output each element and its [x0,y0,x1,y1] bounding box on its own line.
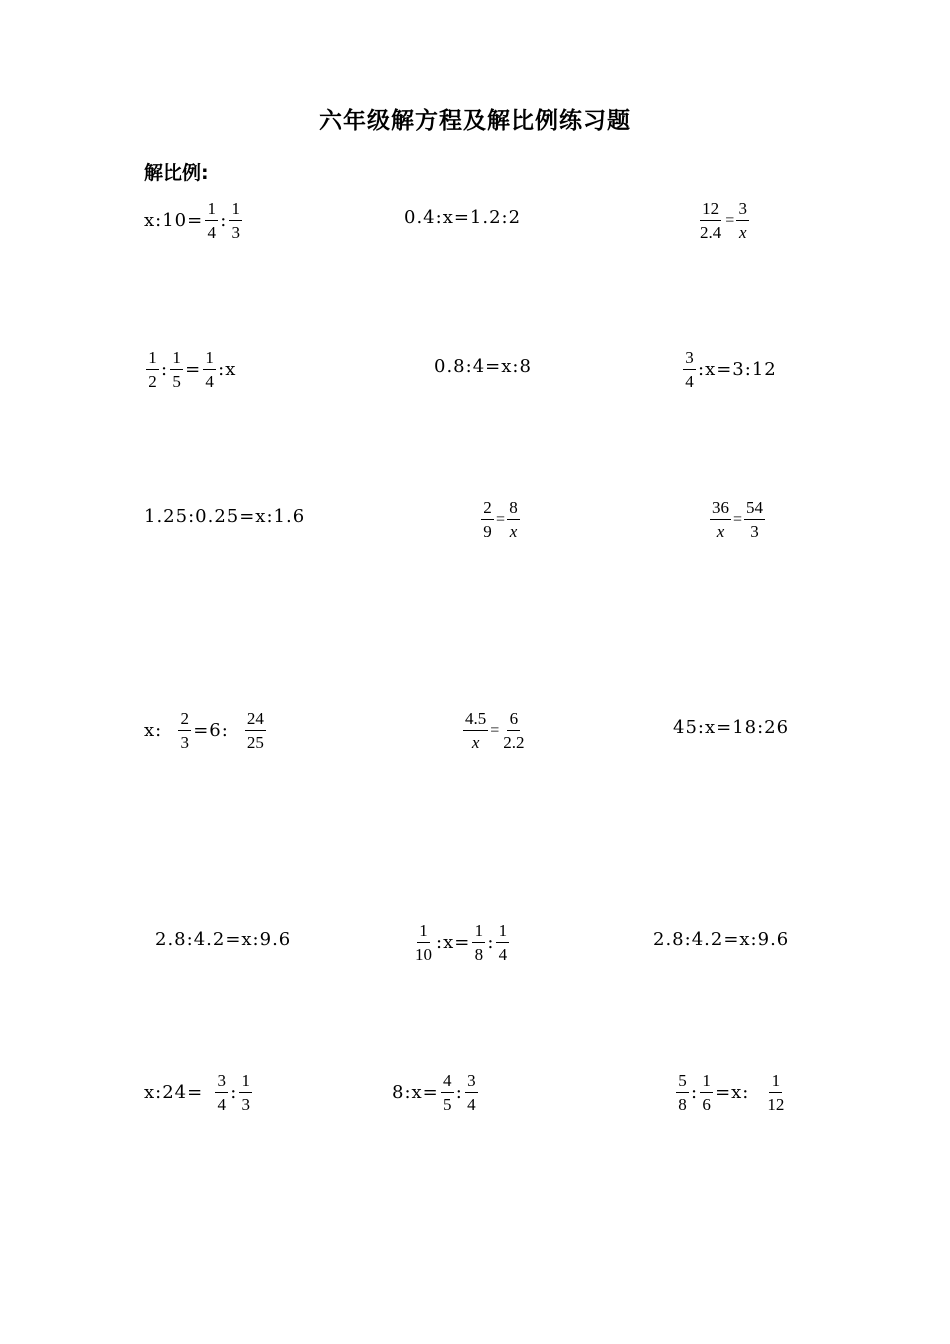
equals-sign: = [496,510,506,528]
problem-15 [653,931,789,949]
problem-text: 8:x= [392,1081,439,1103]
page-title: 六年级解方程及解比例练习题 [319,107,631,134]
problem-11 [461,710,529,751]
fraction [465,1072,478,1113]
fraction [178,710,191,751]
fraction [507,499,520,540]
numerator: 1 [769,1072,782,1093]
fraction [463,710,488,751]
fraction [683,349,696,390]
fraction [215,1072,228,1113]
numerator: 3 [215,1072,228,1093]
fraction [676,1072,689,1113]
fraction [700,1072,713,1113]
fraction [170,349,183,390]
denominator: 25 [246,733,264,752]
problem-text: :x= [436,931,471,953]
problem-2 [404,209,521,227]
denominator: x [716,522,725,541]
numerator: 3 [736,200,749,221]
fraction [744,499,765,540]
numerator: 1 [496,922,509,943]
fraction [203,349,216,390]
problem-text: x:10= [144,209,204,231]
problem-5 [434,358,532,376]
unknown-x: x [225,358,237,380]
problem-text: 45:x=18:26 [673,717,790,738]
numerator: 2 [178,710,191,731]
denominator: 4 [467,1095,476,1114]
fraction [245,710,266,751]
problem-17 [392,1072,480,1113]
problem-14 [411,922,511,963]
denominator: 6 [702,1095,711,1114]
numerator: 1 [203,349,216,370]
denominator: 2.4 [700,223,722,242]
problem-1 [144,200,244,241]
denominator: 3 [231,223,241,242]
problem-12 [673,719,789,737]
fraction [765,1072,786,1113]
fraction [736,200,749,241]
equals-sign: = [490,721,500,739]
denominator: 9 [483,522,492,541]
denominator: x [471,733,480,752]
denominator: 12 [767,1095,785,1114]
problem-13 [155,931,291,949]
fraction [501,710,526,751]
numerator: 1 [170,349,183,370]
ratio-colon: : [691,1081,699,1103]
fraction [413,922,434,963]
numerator: 4 [441,1072,454,1093]
denominator: 10 [415,945,432,964]
problem-3 [696,200,751,241]
problem-text: :x=3:12 [698,358,777,380]
fraction [472,922,485,963]
problem-8 [479,499,522,540]
fraction [229,200,242,241]
problem-text: 1.25:0.25=x:1.6 [144,506,306,527]
numerator: 1 [229,200,242,221]
numerator: 54 [744,499,765,520]
fraction [146,349,159,390]
numerator: 36 [710,499,731,520]
denominator: x [739,223,747,242]
problem-text: =x: [715,1081,750,1103]
problem-text: =6: [193,719,229,741]
denominator: 4 [498,945,508,964]
numerator: 5 [676,1072,689,1093]
problem-text: 0.4:x=1.2:2 [404,207,522,228]
problem-text: 2.8:4.2=x:9.6 [653,929,790,950]
fraction [205,200,218,241]
numerator: 24 [245,710,266,731]
fraction [481,499,494,540]
numerator: 3 [683,349,696,370]
fraction [239,1072,252,1113]
denominator: 4 [217,1095,226,1114]
numerator: 3 [465,1072,478,1093]
numerator: 6 [507,710,520,731]
ratio-colon: : [220,209,228,231]
numerator: 2 [481,499,494,520]
fraction [698,200,723,241]
denominator: 3 [180,733,189,752]
problem-7 [144,508,305,526]
numerator: 4.5 [463,710,488,731]
denominator: 4 [207,223,216,242]
denominator: 3 [241,1095,251,1114]
problem-16 [144,1072,254,1113]
problem-4 [144,349,236,390]
equals-sign: = [733,510,743,528]
equals-sign: = [185,358,202,380]
fraction [710,499,731,540]
denominator: 3 [750,522,759,541]
denominator: 8 [678,1095,687,1114]
ratio-colon: : [161,358,169,380]
section-heading: 解比例: [144,162,209,184]
denominator: 5 [443,1095,452,1114]
ratio-colon: : [455,1081,463,1103]
numerator: 12 [700,200,721,221]
numerator: 8 [507,499,520,520]
problem-text: 2.8:4.2=x:9.6 [155,929,292,950]
problem-text: x:24= [144,1081,204,1103]
denominator: 4 [205,372,214,391]
equals-sign: = [725,211,735,229]
problem-18 [674,1072,788,1113]
ratio-colon: : [218,358,226,380]
problem-9 [708,499,767,540]
problem-10 [144,710,268,751]
numerator: 1 [205,200,218,221]
denominator: 5 [172,372,181,391]
numerator: 1 [417,922,430,943]
denominator: 4 [685,372,694,391]
fraction [496,922,509,963]
denominator: x [509,522,518,541]
denominator: 8 [474,945,484,964]
numerator: 1 [472,922,485,943]
problem-text: 0.8:4=x:8 [434,356,532,377]
denominator: 2.2 [503,733,525,752]
ratio-colon: : [230,1081,238,1103]
numerator: 1 [239,1072,252,1093]
numerator: 1 [700,1072,713,1093]
denominator: 2 [148,372,157,391]
ratio-colon: : [487,931,495,953]
problem-text: x: [144,719,163,741]
fraction [441,1072,454,1113]
numerator: 1 [146,349,159,370]
problem-6 [681,349,777,390]
